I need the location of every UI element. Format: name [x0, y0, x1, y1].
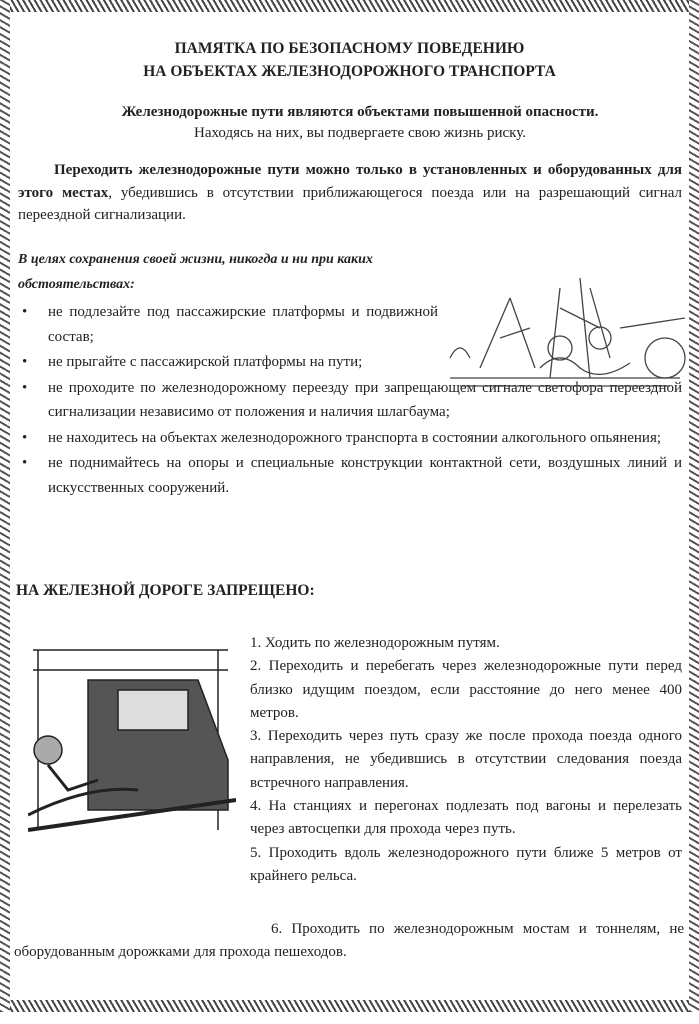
boy-under-wagon-illustration	[28, 640, 236, 835]
forbidden-item: 2. Переходить и перебегать через железнодорожные пути перед близко идущим поездом, если расстояние до него менее 400 метров.	[250, 658, 682, 721]
children-on-tracks-illustration	[440, 268, 690, 390]
warning-bold: Железнодорожные пути являются объектами повышенной опасности.	[121, 104, 599, 120]
forbidden-heading: НА ЖЕЛЕЗНОЙ ДОРОГЕ ЗАПРЕЩЕНО:	[16, 582, 315, 599]
decorative-border-left	[0, 0, 10, 1012]
forbidden-item: 1. Ходить по железнодорожным путям.	[250, 635, 500, 651]
decorative-border-bottom	[0, 1000, 699, 1012]
forbidden-item: 5. Проходить вдоль железнодорожного пути ближе 5 метров от крайнего рельса.	[250, 844, 682, 884]
forbidden-item: 4. На станциях и перегонах подлезать под вагоны и перелезать через автосцепки для прохода через путь.	[250, 798, 682, 838]
crossing-text: , убедившись в отсутствии приближающегося поезда или на разрешающий сигнал переездной сигнализации.	[18, 184, 682, 223]
forbidden-item: 3. Переходить через путь сразу же после прохода поезда одного направления, не убедившись в отсутствии следования поезда встречного направления.	[250, 728, 682, 791]
list-item: • не подлезайте под пассажирские платформы и подвижной состав;	[18, 300, 438, 349]
forbidden-list	[250, 632, 682, 888]
never-heading: В целях сохранения своей жизни, никогда и ни при каких обстоятельствах:	[18, 252, 373, 292]
title-line-1: ПАМЯТКА ПО БЕЗОПАСНОМУ ПОВЕДЕНИЮ	[174, 40, 525, 57]
warning	[0, 102, 699, 144]
warning-text: Находясь на них, вы подвергаете свою жизнь риску.	[193, 125, 526, 141]
decorative-border-top	[0, 0, 699, 12]
page-title	[0, 37, 699, 83]
crossing-bold: Переходить железнодорожные пути можно только в установленных и оборудованных для этого местах	[18, 162, 682, 201]
list-item: • не поднимайтесь на опоры и специальные конструкции контактной сети, воздушных линий и искусственных сооружений.	[18, 451, 682, 500]
forbidden-item: 6. Проходить по железнодорожным мостам и тоннелям, не оборудованным дорожками для прохода пешеходов.	[14, 921, 684, 961]
list-item: • не находитесь на объектах железнодорожного транспорта в состоянии алкогольного опьянения;	[18, 426, 682, 451]
title-line-2: НА ОБЪЕКТАХ ЖЕЛЕЗНОДОРОЖНОГО ТРАНСПОРТА	[143, 63, 556, 80]
list-item: • не проходите по железнодорожному переезду при запрещающем сигнале светофора переездной сигнализации независимо от положения и наличия шлагбаума;	[18, 376, 682, 425]
crossing-paragraph	[18, 159, 682, 227]
decorative-border-right	[689, 0, 699, 1012]
list-item: • не прыгайте с пассажирской платформы на пути;	[18, 350, 438, 375]
